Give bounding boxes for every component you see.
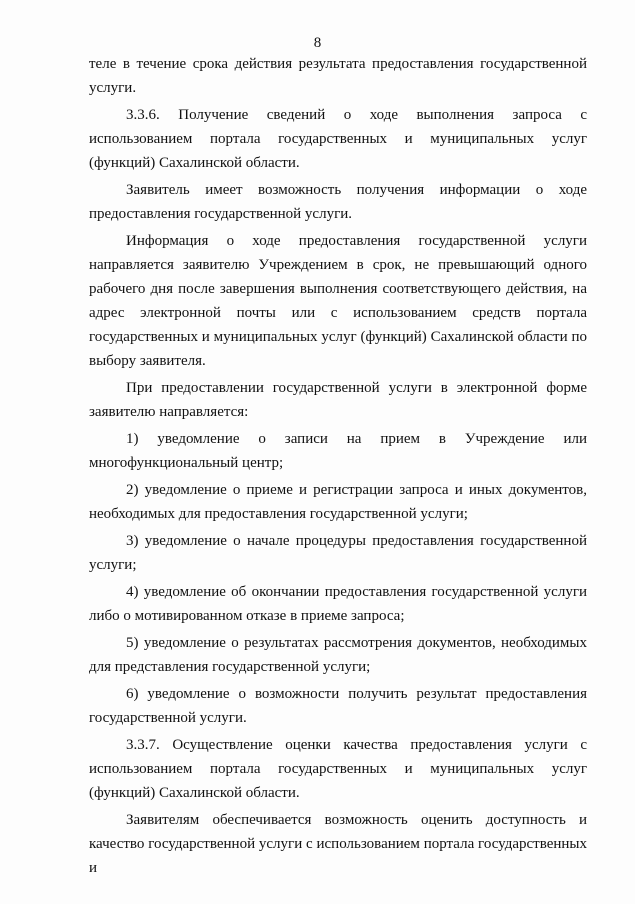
section-heading-3-3-7: 3.3.7. Осуществление оценки качества предоставления услуги с использованием портала государственных и муниципальных услуг (функций) Сахалинской области. xyxy=(89,737,587,801)
list-item: 1) уведомление о записи на прием в Учреждение или многофункциональный центр; xyxy=(89,431,587,471)
page-number: 8 xyxy=(313,35,322,51)
paragraph: При предоставлении государственной услуги в электронной форме заявителю направляется: xyxy=(89,380,587,420)
section-heading-3-3-6: 3.3.6. Получение сведений о ходе выполнения запроса с использованием портала государственных и муниципальных услуг (функций) Сахалинской области. xyxy=(89,107,587,171)
paragraph-continuation: теле в течение срока действия результата предоставления государственной услуги. xyxy=(89,56,587,96)
document-body xyxy=(89,52,587,880)
list-item: 5) уведомление о результатах рассмотрения документов, необходимых для представления государственной услуги; xyxy=(89,635,587,675)
paragraph: Заявитель имеет возможность получения информации о ходе предоставления государственной услуги. xyxy=(89,182,587,222)
paragraph: Информация о ходе предоставления государственной услуги направляется заявителю Учреждением в срок, не превышающий одного рабочего дня после завершения выполнения соответствующего действия, на адрес электронной почты или с использованием средств портала государственных и муниципальных услуг (функций) Сахалинской области по выбору заявителя. xyxy=(89,233,587,369)
list-item: 6) уведомление о возможности получить результат предоставления государственной услуги. xyxy=(89,686,587,726)
paragraph: Заявителям обеспечивается возможность оценить доступность и качество государственной услуги с использованием портала государственных и xyxy=(89,812,587,876)
list-item: 3) уведомление о начале процедуры предоставления государственной услуги; xyxy=(89,533,587,573)
list-item: 4) уведомление об окончании предоставления государственной услуги либо о мотивированном отказе в приеме запроса; xyxy=(89,584,587,624)
list-item: 2) уведомление о приеме и регистрации запроса и иных документов, необходимых для предоставления государственной услуги; xyxy=(89,482,587,522)
